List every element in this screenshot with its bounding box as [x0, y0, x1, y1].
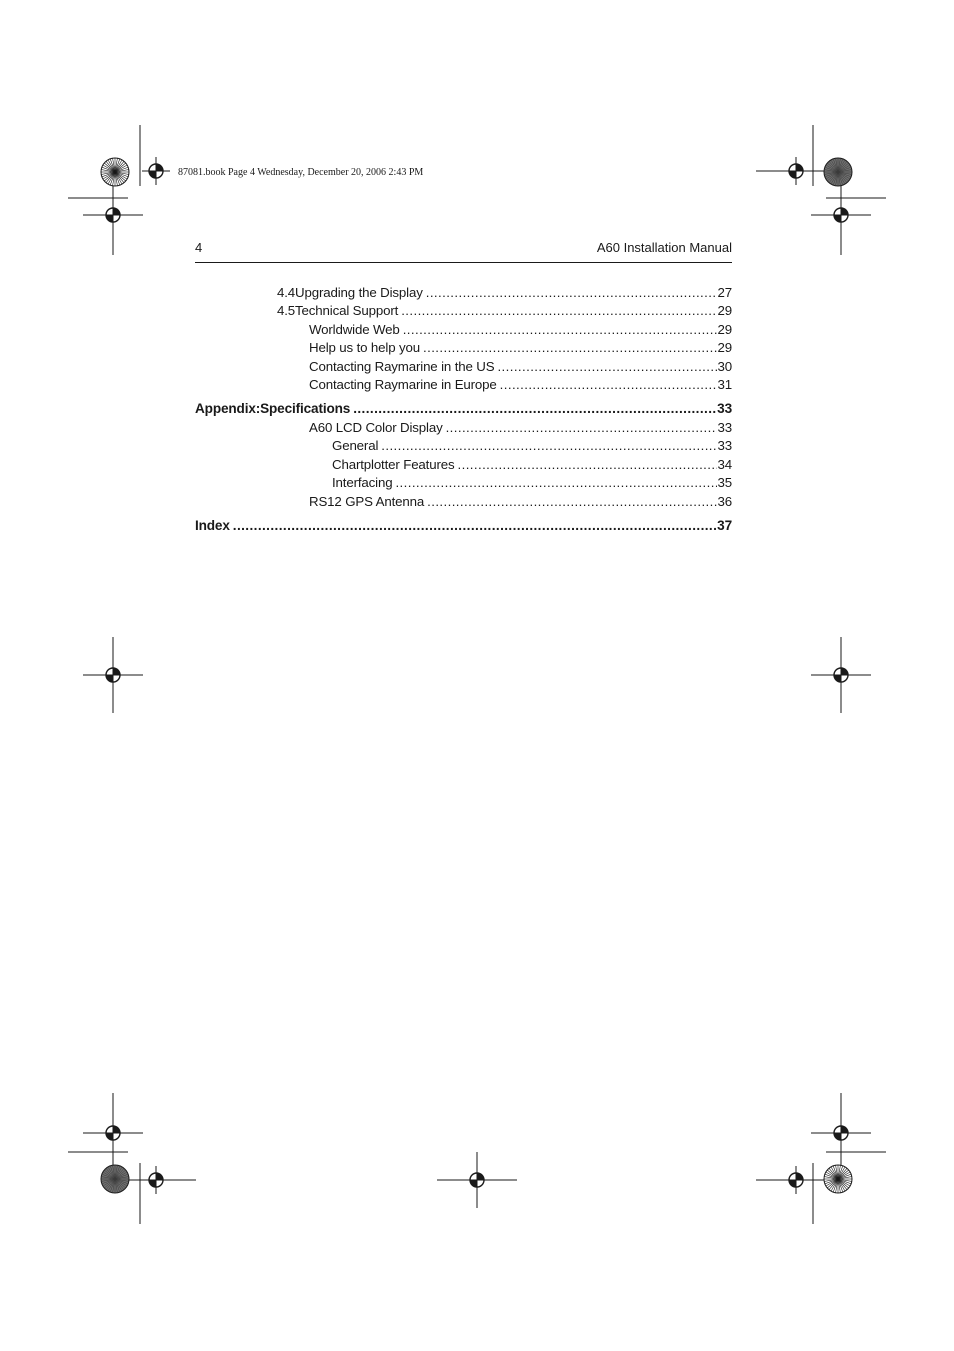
toc-entry-lcd-display[interactable]: [195, 419, 732, 437]
toc-entry-label: General: [332, 438, 379, 453]
toc-entry-general[interactable]: [195, 437, 732, 455]
dot-leader: [381, 437, 716, 455]
toc-entry-label: Interfacing: [332, 475, 393, 490]
dot-leader: [426, 284, 717, 302]
gray-swatch-icon: [824, 158, 852, 186]
toc-page-number: 33: [717, 438, 732, 453]
print-slug: 87081.book Page 4 Wednesday, December 20, 2006 2:43 PM: [178, 167, 424, 178]
toc-page-number: 29: [717, 303, 732, 318]
registration-target-icon: [83, 637, 143, 713]
toc-entry-label: Worldwide Web: [309, 322, 400, 337]
toc-page-number: 29: [717, 322, 732, 337]
toc-entry-appendix-specifications[interactable]: [195, 400, 732, 418]
registration-target-icon: [83, 1093, 143, 1173]
dot-leader: [395, 474, 716, 492]
toc-page-number: 37: [717, 518, 732, 533]
star-target-icon: [101, 158, 129, 186]
toc-entry-label: Index: [195, 518, 230, 533]
dot-leader: [403, 321, 717, 339]
toc-page-number: 31: [717, 377, 732, 392]
dot-leader: [500, 376, 717, 394]
toc-entry-upgrading-display[interactable]: [195, 284, 732, 302]
star-target-icon: [824, 1165, 852, 1193]
toc-entry-gps-antenna[interactable]: [195, 493, 732, 511]
toc-section-number: 4.4: [277, 285, 296, 300]
registration-target-icon: [811, 637, 871, 713]
registration-target-icon: [437, 1152, 517, 1208]
toc-entry-label: Contacting Raymarine in Europe: [309, 377, 497, 392]
registration-target-icon: [142, 157, 170, 185]
toc-appendix-prefix: Appendix:: [195, 401, 261, 416]
dot-leader: [497, 358, 716, 376]
gray-swatch-icon: [101, 1165, 129, 1193]
toc-page-number: 35: [717, 475, 732, 490]
dot-leader: [458, 456, 717, 474]
toc-page-number: 33: [717, 401, 732, 416]
dot-leader: [353, 400, 716, 418]
toc-entry-interfacing[interactable]: [195, 474, 732, 492]
toc-page-number: 33: [717, 420, 732, 435]
dot-leader: [446, 419, 717, 437]
manual-title: A60 Installation Manual: [596, 240, 732, 255]
dot-leader: [401, 302, 716, 320]
toc-entry-help-us[interactable]: [195, 339, 732, 357]
registration-target-icon: [811, 1093, 871, 1173]
dot-leader: [233, 517, 716, 535]
toc-page-number: 27: [717, 285, 732, 300]
toc-entry-label: Chartplotter Features: [332, 457, 455, 472]
toc-entry-label: A60 LCD Color Display: [309, 420, 443, 435]
running-header: [195, 240, 732, 263]
toc-entry-contacting-us[interactable]: [195, 358, 732, 376]
dot-leader: [423, 339, 717, 357]
toc-entry-label: RS12 GPS Antenna: [309, 494, 425, 509]
toc-entry-technical-support[interactable]: [195, 302, 732, 320]
toc-entry-worldwide-web[interactable]: [195, 321, 732, 339]
toc-entry-contacting-europe[interactable]: [195, 376, 732, 394]
toc-entry-label: Specifications: [260, 401, 351, 416]
toc-page-number: 29: [717, 340, 732, 355]
toc-entry-label: Contacting Raymarine in the US: [309, 359, 495, 374]
dot-leader: [427, 493, 716, 511]
registration-target-icon: [811, 175, 871, 255]
page-number: 4: [195, 240, 203, 255]
toc-entry-index[interactable]: [195, 517, 732, 535]
registration-target-icon: [83, 175, 143, 255]
toc-entry-chartplotter-features[interactable]: [195, 456, 732, 474]
toc-page-number: 36: [717, 494, 732, 509]
toc-section-number: 4.5: [277, 303, 296, 318]
toc-entry-label: Upgrading the Display: [295, 285, 423, 300]
toc-entry-label: Technical Support: [295, 303, 399, 318]
toc-page-number: 30: [717, 359, 732, 374]
toc-entry-label: Help us to help you: [309, 340, 420, 355]
toc-page-number: 34: [717, 457, 732, 472]
